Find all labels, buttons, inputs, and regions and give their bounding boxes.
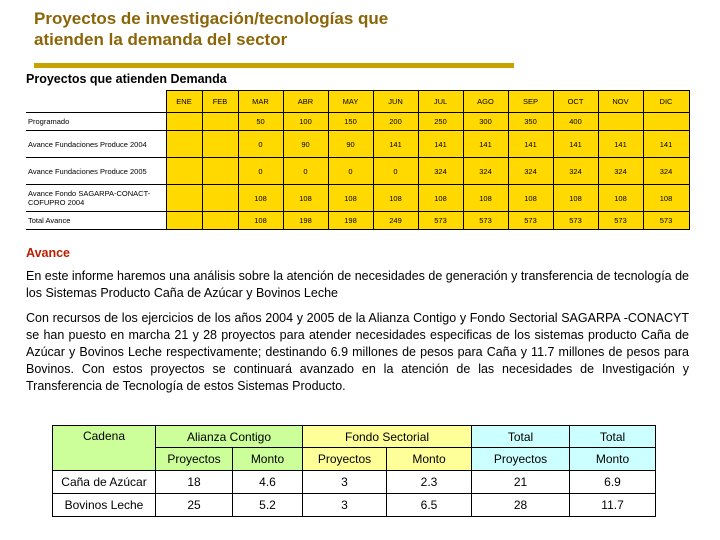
cell: 6.9 — [570, 471, 656, 494]
cell — [202, 212, 238, 230]
cell: 141 — [463, 131, 508, 158]
month-header: AGO — [463, 91, 508, 113]
month-header: MAR — [238, 91, 283, 113]
month-header: NOV — [598, 91, 643, 113]
cell: 108 — [508, 185, 553, 212]
group-header-total-monto: Total — [570, 426, 656, 448]
row-label: Avance Fundaciones Produce 2004 — [26, 131, 166, 158]
cell: 108 — [418, 185, 463, 212]
table-row — [26, 113, 689, 131]
cell — [643, 113, 689, 131]
cell: 573 — [598, 212, 643, 230]
month-header: SEP — [508, 91, 553, 113]
cell: 3 — [303, 494, 387, 517]
subheader-monto: Monto — [570, 448, 656, 471]
subheader-monto: Monto — [387, 448, 472, 471]
cell: 0 — [283, 158, 328, 185]
cell: 21 — [472, 471, 570, 494]
row-label: Avance Fundaciones Produce 2005 — [26, 158, 166, 185]
month-header: JUN — [373, 91, 418, 113]
subheader-proyectos: Proyectos — [156, 448, 233, 471]
cell: 108 — [463, 185, 508, 212]
cell — [202, 131, 238, 158]
cell: 90 — [283, 131, 328, 158]
cell: 324 — [508, 158, 553, 185]
cell: 300 — [463, 113, 508, 131]
cell — [202, 158, 238, 185]
cell: 324 — [553, 158, 598, 185]
cell — [598, 113, 643, 131]
page-title — [34, 8, 514, 50]
cell — [166, 185, 202, 212]
avance-paragraph-1: En este informe haremos una análisis sobre la atención de necesidades de generación y transferencia de tecnología de los Sistemas Producto Caña de Azúcar y Bovinos Leche — [26, 269, 689, 300]
cell: 108 — [283, 185, 328, 212]
cadena-name: Bovinos Leche — [53, 494, 156, 517]
month-header: DIC — [643, 91, 689, 113]
cell: 0 — [373, 158, 418, 185]
month-header-row — [26, 91, 689, 113]
cell: 141 — [643, 131, 689, 158]
month-header: MAY — [328, 91, 373, 113]
cell: 200 — [373, 113, 418, 131]
cell: 249 — [373, 212, 418, 230]
cell: 324 — [598, 158, 643, 185]
cell: 573 — [463, 212, 508, 230]
cell — [202, 113, 238, 131]
table-row — [26, 185, 689, 212]
cell: 324 — [643, 158, 689, 185]
cell: 90 — [328, 131, 373, 158]
month-header: JUL — [418, 91, 463, 113]
subheader-proyectos: Proyectos — [472, 448, 570, 471]
summary-table — [52, 425, 656, 517]
cell: 28 — [472, 494, 570, 517]
cell: 0 — [238, 158, 283, 185]
cell: 141 — [508, 131, 553, 158]
cell — [166, 113, 202, 131]
corner-cell — [26, 91, 166, 113]
cadena-name: Caña de Azúcar — [53, 471, 156, 494]
summary-row-bovinos — [53, 494, 656, 517]
cell: 108 — [238, 185, 283, 212]
group-header-total-proyectos: Total — [472, 426, 570, 448]
cell: 573 — [508, 212, 553, 230]
cell: 50 — [238, 113, 283, 131]
page-title-line-2: atienden la demanda del sector — [34, 30, 288, 49]
cell: 108 — [373, 185, 418, 212]
cell: 0 — [238, 131, 283, 158]
avance-paragraph-2: Con recursos de los ejercicios de los años 2004 y 2005 de la Alianza Contigo y Fondo Sectorial SAGARPA -CONACYT se han puesto en marcha 21 y 28 proyectos para atender necesidades especificas de los sistemas producto Caña de Azúcar y Bovinos Leche respectivamente; destinando 6.9 millones de pesos para Caña y 11.7 millones de pesos para Bovinos. Con estos proyectos se continuará avanzado en la atención de las necesidades de Investigación y Transferencia de Tecnología de estos Sistemas Producto. — [26, 311, 689, 393]
cell: 324 — [418, 158, 463, 185]
subheader-monto: Monto — [233, 448, 303, 471]
cell: 198 — [283, 212, 328, 230]
cell: 18 — [156, 471, 233, 494]
cell: 25 — [156, 494, 233, 517]
cell — [166, 212, 202, 230]
page-title-line-1: Proyectos de investigación/tecnologías que — [34, 9, 389, 28]
cell: 6.5 — [387, 494, 472, 517]
cell: 2.3 — [387, 471, 472, 494]
cell: 141 — [373, 131, 418, 158]
cell: 141 — [418, 131, 463, 158]
cell: 573 — [553, 212, 598, 230]
cell: 250 — [418, 113, 463, 131]
cell: 5.2 — [233, 494, 303, 517]
row-label: Total Avance — [26, 212, 166, 230]
cell: 100 — [283, 113, 328, 131]
cell: 108 — [328, 185, 373, 212]
title-underline — [34, 63, 514, 68]
cell: 108 — [643, 185, 689, 212]
cell: 108 — [553, 185, 598, 212]
monthly-progress-table — [26, 90, 690, 230]
group-header-alianza: Alianza Contigo — [156, 426, 303, 448]
group-header-fondo: Fondo Sectorial — [303, 426, 472, 448]
cell: 141 — [598, 131, 643, 158]
cell — [202, 185, 238, 212]
cell: 573 — [643, 212, 689, 230]
cell: 108 — [238, 212, 283, 230]
avance-heading: Avance — [26, 246, 71, 260]
cell: 141 — [553, 131, 598, 158]
cell: 324 — [463, 158, 508, 185]
cell: 108 — [598, 185, 643, 212]
month-header: ENE — [166, 91, 202, 113]
cell: 11.7 — [570, 494, 656, 517]
month-header: ABR — [283, 91, 328, 113]
summary-row-cana — [53, 471, 656, 494]
cell: 3 — [303, 471, 387, 494]
cell: 350 — [508, 113, 553, 131]
month-header: OCT — [553, 91, 598, 113]
cell: 4.6 — [233, 471, 303, 494]
cell — [166, 131, 202, 158]
cell: 400 — [553, 113, 598, 131]
cell: 0 — [328, 158, 373, 185]
section-heading-demanda: Proyectos que atienden Demanda — [26, 72, 227, 86]
cell: 573 — [418, 212, 463, 230]
table-row — [26, 158, 689, 185]
table-row — [26, 131, 689, 158]
row-label: Programado — [26, 113, 166, 131]
row-label: Avance Fondo SAGARPA-CONACT-COFUPRO 2004 — [26, 185, 166, 212]
cell: 150 — [328, 113, 373, 131]
month-header: FEB — [202, 91, 238, 113]
cell: 198 — [328, 212, 373, 230]
subheader-proyectos: Proyectos — [303, 448, 387, 471]
table-row-total — [26, 212, 689, 230]
cell — [166, 158, 202, 185]
cadena-header: Cadena — [53, 426, 156, 471]
summary-header-row — [53, 426, 656, 448]
